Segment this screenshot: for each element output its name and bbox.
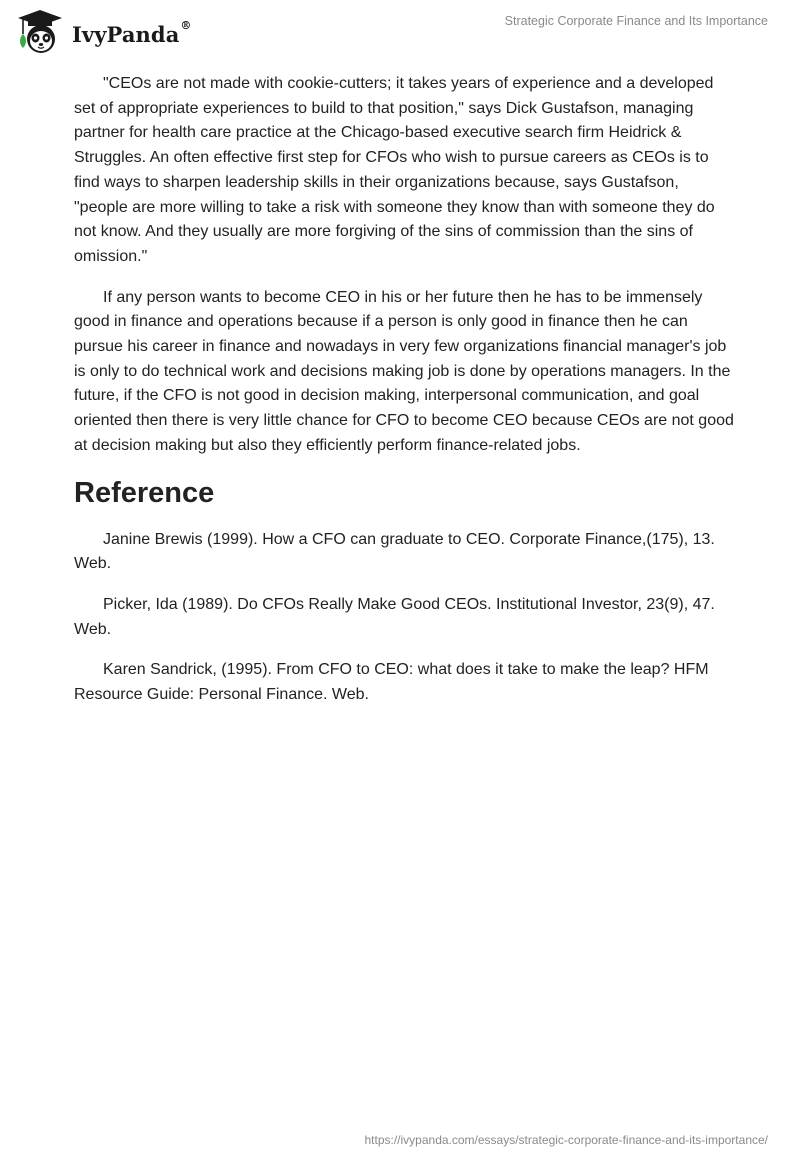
document-title: Strategic Corporate Finance and Its Importance bbox=[504, 14, 768, 28]
body-paragraph-2: If any person wants to become CEO in his or her future then he has to be immensely good in finance and operations because if a person is only good in finance then he can pursue his career in finance and nowadays in very few organizations financial manager's job is only to do technical work and decisions making job is done by operations managers. In the future, if the CFO is not good in decision making, interpersonal communication, and goal oriented then there is very little chance for CFO to become CEO because CEOs are not good at decision making but also they efficiently perform finance-related jobs. bbox=[74, 288, 734, 454]
reference-heading: Reference bbox=[74, 476, 215, 509]
registered-mark: ® bbox=[180, 18, 192, 32]
logo-text: IvyPanda bbox=[72, 21, 180, 47]
reference-item-1: Janine Brewis (1999). How a CFO can graduate to CEO. Corporate Finance,(175), 13. Web. bbox=[74, 530, 715, 573]
reference-item-3: Karen Sandrick, (1995). From CFO to CEO: what does it take to make the leap? HFM Resource Guide: Personal Finance. Web. bbox=[74, 661, 709, 704]
logo-wordmark bbox=[72, 18, 192, 47]
body-paragraph-1: "CEOs are not made with cookie-cutters; it takes years of experience and a developed set of appropriate experiences to build to that position," says Dick Gustafson, managing partner for health care practice at the Chicago-based executive search firm Heidrick & Struggles. An often effective first step for CFOs who wish to pursue careers as CEOs is to find ways to sharpen leadership skills in their organizations because, says Gustafson, "people are more willing to take a risk with someone they know than with someone they do not know. And they usually are more forgiving of the sins of commission than the sins of omission." bbox=[74, 75, 715, 265]
footer-source-url[interactable]: https://ivypanda.com/essays/strategic-corporate-finance-and-its-importance/ bbox=[364, 1133, 768, 1147]
panda-graduate-icon bbox=[14, 8, 66, 56]
essay-content bbox=[74, 72, 734, 724]
reference-item-2: Picker, Ida (1989). Do CFOs Really Make Good CEOs. Institutional Investor, 23(9), 47. Web. bbox=[74, 595, 715, 638]
ivypanda-logo[interactable] bbox=[14, 8, 192, 56]
page-header bbox=[0, 0, 800, 60]
